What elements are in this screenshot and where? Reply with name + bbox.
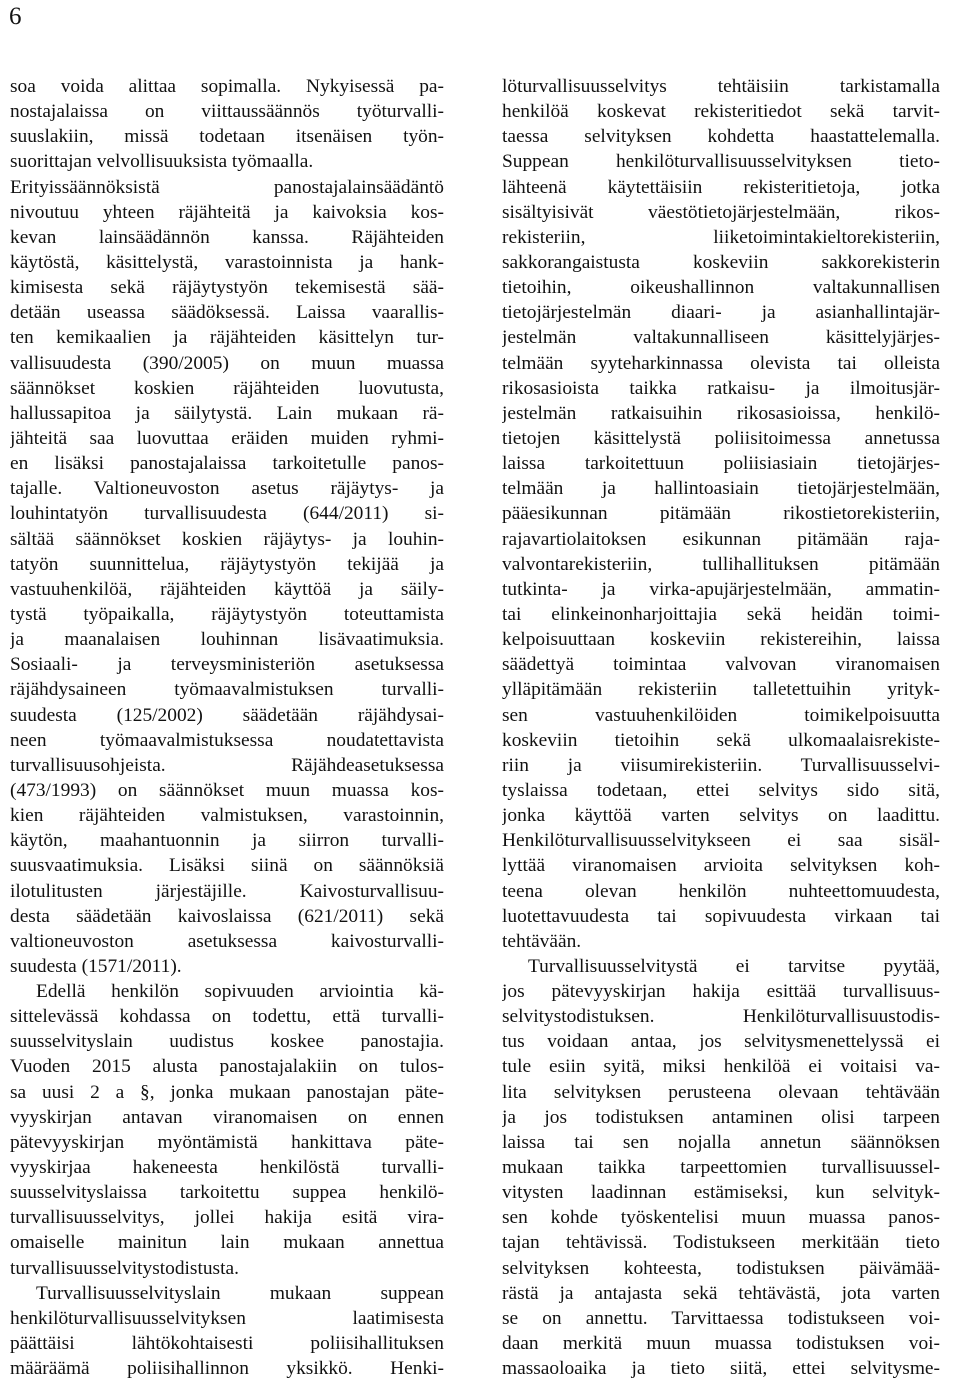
text-line: Sosiaali- ja terveysministeriön asetuksessa: [10, 654, 444, 676]
text-line: louhintatyön turvallisuudesta (644/2011) si-: [10, 503, 444, 525]
text-line: tutkinta- ja virka-apujärjestelmään, ammatin-: [502, 578, 940, 600]
text-line: kien räjähteiden valmistuksen, varastoinnin,: [10, 805, 444, 827]
text-line: vyyskirjaa hakeneesta henkilöstä turvalli-: [10, 1157, 444, 1179]
text-line: desta säädetään kaivoslaissa (621/2011) sekä: [10, 905, 444, 927]
text-line: sittelevässä kohdassa on todettu, että turvalli-: [10, 1006, 444, 1028]
text-line: vitysten laadinnan estämiseksi, kun selvityk-: [502, 1182, 940, 1204]
right-column: [502, 74, 940, 1381]
text-line: sakkorangaistusta koskeviin sakkorekisterin: [502, 251, 940, 273]
text-line: rikosasioista taikka ratkaisu- ja ilmoitusjär-: [502, 377, 940, 399]
text-line: lyttää viranomaisen arvioita selvityksen koh-: [502, 855, 940, 877]
text-line: turvallisuusselvitystodistusta.: [10, 1257, 239, 1279]
text-line: rästä ja antajasta sekä tehtävästä, jota varten: [502, 1282, 940, 1304]
text-line: suusselvityslain uudistus koskee panostajia.: [10, 1031, 444, 1053]
text-line: suudesta (1571/2011).: [10, 955, 182, 977]
text-line: räjähdysaineen työmaavalmistuksen turvalli-: [10, 679, 444, 701]
text-line: Turvallisuusselvityslain mukaan suppean: [36, 1282, 444, 1304]
text-line: Vuoden 2015 alusta panostajalakiin on tulos-: [10, 1056, 444, 1078]
text-line: turvallisuusohjeista. Räjähdeasetuksessa: [10, 754, 444, 776]
text-line: henkilöä koskevat rekisteritiedot sekä tarvit-: [502, 101, 940, 123]
text-line: sa uusi 2 a §, jonka mukaan panostajan päte-: [10, 1081, 444, 1103]
text-line: se on annettu. Tarvittaessa todistukseen voi-: [502, 1307, 940, 1329]
text-line: massaoloaika ja tieto siitä, ettei selvitysme-: [502, 1358, 940, 1380]
text-line: pääesikunnan pitämään rikostietorekisteriin,: [502, 503, 940, 525]
text-line: rajavartiolaitoksen esikunnan pitämään raja-: [502, 528, 940, 550]
text-line: soa voida alittaa sopimalla. Nykyisessä pa-: [10, 76, 444, 97]
text-line: selvityksen kohteesta, todistuksen päivämää-: [502, 1257, 940, 1279]
text-line: ylläpitämään rekisteriin talletettuihin yrityk-: [502, 679, 940, 701]
text-line: tus voidaan antaa, jos selvitysmenettelyssä ei: [502, 1031, 940, 1053]
text-line: teena olevan henkilön nuhteettomuudesta,: [502, 880, 940, 902]
text-line: tystä työpaikalla, räjäytystyön toteuttamista: [10, 603, 444, 625]
text-line: valvontarekisteriin, tullihallituksen pitämään: [502, 553, 940, 575]
text-line: säännökset koskien räjähteiden luovutusta,: [10, 377, 444, 399]
text-line: ten kemikaalien ja räjähteiden käsittelyn tur-: [10, 327, 444, 349]
text-line: tajalle. Valtioneuvoston asetus räjäytys- ja: [10, 478, 444, 500]
text-line: mukaan taikka tarpeettomien turvallisuussel-: [502, 1157, 940, 1179]
text-line: suudesta (125/2002) säädetään räjähdysai-: [10, 704, 444, 726]
text-line: riin ja viisumirekisteriin. Turvallisuusselvi-: [502, 754, 940, 776]
text-line: sältää säännökset koskien räjäytys- ja louhin-: [10, 528, 444, 550]
text-line: laissa tai sen nojalla annetun säännöksen: [502, 1131, 940, 1153]
text-line: sen vastuuhenkilöiden toimikelpoisuutta: [502, 704, 940, 726]
text-line: vyyskirjan antavan viranomaisen on ennen: [10, 1106, 444, 1128]
text-line: suorittajan velvollisuuksista työmaalla.: [10, 151, 314, 173]
text-line: tyslaissa todetaan, ettei selvitys sido sitä,: [502, 779, 940, 801]
text-line: päättäisi lähtökohtaisesti poliisihallituksen: [10, 1333, 444, 1355]
text-line: ja jos todistuksen antaminen olisi tarpeen: [502, 1106, 940, 1128]
text-line: tule esiin syitä, miksi henkilöä ei voitaisi va-: [502, 1056, 940, 1078]
text-line: kelpoisuuttaan koskeviin rekistereihin, laissa: [502, 629, 940, 651]
text-line: nivoutuu yhteen räjähteitä ja kaivoksia kos-: [10, 201, 444, 223]
text-line: neen työmaavalmistuksessa noudatettavista: [10, 729, 444, 751]
text-line: nostajalaissa on viittaussäännös työturvalli-: [10, 101, 444, 123]
text-line: lita selvityksen perusteena olevaan tehtävään: [502, 1081, 940, 1103]
text-line: jähteitä saa luovuttaa eräiden muiden ryhmi-: [10, 427, 444, 449]
text-line: tai elinkeinonharjoittajia sekä heidän toimi-: [502, 603, 940, 625]
text-line: suusvaatimuksia. Lisäksi siinä on säännöksiä: [10, 855, 444, 877]
text-line: ja maanalaisen louhinnan lisävaatimuksia.: [10, 629, 444, 651]
text-line: suusselvityslaissa tarkoitettu suppea henkilö-: [10, 1182, 444, 1204]
text-line: koskeviin tietoihin sekä ulkomaalaisrekiste-: [502, 729, 940, 751]
text-line: Edellä henkilön sopivuuden arviointia kä-: [36, 981, 444, 1003]
text-line: detään useassa säädöksessä. Laissa vaarallis-: [10, 302, 444, 324]
text-line: hallussapitoa ja säilytystä. Lain mukaan rä-: [10, 402, 444, 424]
text-line: määräämä poliisihallinnon yksikkö. Henki-: [10, 1358, 444, 1380]
text-line: en lisäksi panostajalaissa tarkoitetulle panos-: [10, 453, 444, 475]
text-line: luotettavuudesta tai sopivuudesta virkaan tai: [502, 905, 940, 927]
text-line: tatyön suunnittelua, räjäytystyön tekijää ja: [10, 553, 444, 575]
text-line: Turvallisuusselvitystä ei tarvitse pyytää,: [528, 955, 940, 977]
text-line: suuslakiin, missä todetaan itsenäisen työn-: [10, 126, 444, 148]
text-line: vallisuudesta (390/2005) on muun muassa: [10, 352, 444, 374]
text-line: henkilöturvallisuusselvityksen laatimisesta: [10, 1307, 444, 1329]
text-line: Suppean henkilöturvallisuusselvityksen tieto-: [502, 151, 940, 173]
text-line: taessa selvityksen kohdetta haastattelemalla.: [502, 126, 940, 148]
text-line: sen kohde työskentelisi muun muassa panos-: [502, 1207, 940, 1229]
text-line: selvitystodistuksen. Henkilöturvallisuustodis-: [502, 1006, 940, 1028]
text-line: turvallisuusselvitys, jollei hakija esitä vira-: [10, 1207, 444, 1229]
text-line: daan merkitä muun muassa todistuksen voi-: [502, 1333, 940, 1355]
text-line: Erityissäännöksistä panostajalainsäädäntö: [10, 176, 444, 198]
text-line: telmään ja hallintoasiain tietojärjestelmään,: [502, 478, 940, 500]
text-line: käytöstä, käsittelystä, varastoinnista ja hank-: [10, 251, 444, 273]
text-line: käytön, maahantuonnin ja siirron turvalli-: [10, 830, 444, 852]
text-line: omaiselle mainitun lain mukaan annettua: [10, 1232, 444, 1254]
text-line: kimisesta sekä räjäytystyön tekemisestä sää-: [10, 277, 444, 299]
text-line: löturvallisuusselvitys tehtäisiin tarkistamalla: [502, 76, 940, 97]
text-line: tietojen käsittelystä poliisitoimessa annetussa: [502, 427, 940, 449]
text-line: kevan lainsäädännön kanssa. Räjähteiden: [10, 226, 444, 248]
text-line: vastuuhenkilöä, räjähteiden käyttöä ja säily-: [10, 578, 444, 600]
text-line: ilotulitusten järjestäjille. Kaivosturvallisuu-: [10, 880, 444, 902]
text-line: tietoihin, oikeushallinnon valtakunnallisen: [502, 277, 940, 299]
text-line: tehtävään.: [502, 930, 582, 952]
text-line: tietojärjestelmän diaari- ja asianhallintajär-: [502, 302, 940, 324]
text-line: sisältyisivät väestötietojärjestelmään, rikos-: [502, 201, 940, 223]
text-line: Henkilöturvallisuusselvitykseen ei saa sisäl-: [502, 830, 940, 852]
text-line: jonka käyttöä varten selvitys on laadittu.: [502, 805, 940, 827]
text-line: laissa tarkoitettuun poliisiasiain tietojärjes-: [502, 453, 940, 475]
text-line: jos pätevyyskirjan hakija esittää turvallisuus-: [502, 981, 940, 1003]
text-line: (473/1993) on säännökset muun muassa kos-: [10, 779, 444, 801]
text-line: lähteenä käytettäisiin rekisteritietoja, jotka: [502, 176, 940, 198]
text-line: pätevyyskirjan myöntämistä hankittava päte-: [10, 1131, 444, 1153]
text-line: tajan tehtävissä. Todistukseen merkitään tieto: [502, 1232, 940, 1254]
left-column: [10, 74, 444, 1381]
text-line: säädettyä toimintaa valvovan viranomaisen: [502, 654, 940, 676]
text-line: rekisteriin, liiketoimintakieltorekisteriin,: [502, 226, 940, 248]
page-number: 6: [9, 3, 22, 30]
text-line: jestelmän ratkaisuihin rikosasioissa, henkilö-: [502, 402, 940, 424]
text-line: telmään syyteharkinnassa olevista tai olleista: [502, 352, 940, 374]
text-line: jestelmän valtakunnalliseen käsittelyjärjes-: [502, 327, 940, 349]
text-line: valtioneuvoston asetuksessa kaivosturvalli-: [10, 930, 444, 952]
